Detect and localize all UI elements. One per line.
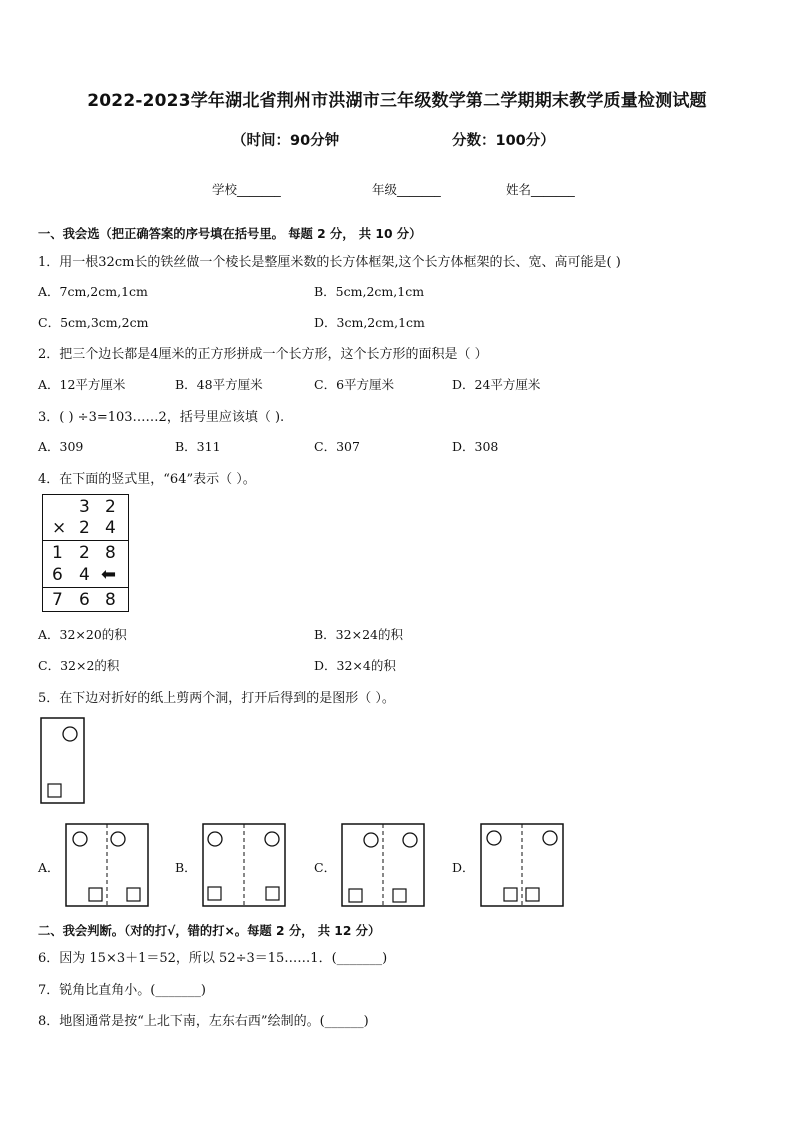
q4-option-a: A．32×20的积 [38, 627, 127, 642]
left-arrow-icon: ⬅ [101, 564, 117, 585]
multiply-sign: × [52, 518, 67, 538]
calc-digit: 8 [105, 590, 116, 610]
q3-option-d: D．308 [452, 439, 499, 454]
vertical-calculation [42, 494, 129, 612]
q5-option-c: C． [314, 860, 337, 875]
calc-digit: 4 [105, 518, 116, 538]
question-7: 7．锐角比直角小。(_______) [38, 983, 206, 998]
q2-option-d: D．24平方厘米 [452, 377, 541, 392]
calc-digit: 2 [79, 543, 90, 563]
section-1-title: 一、我会选（把正确答案的序号填在括号里。 每题 2 分， 共 10 分） [38, 227, 422, 241]
q3-option-b: B．311 [175, 439, 221, 454]
calc-digit: 2 [105, 497, 116, 517]
q4-option-d: D．32×4的积 [314, 658, 396, 673]
question-5: 5．在下边对折好的纸上剪两个洞，打开后得到的是图形（ ）。 [38, 691, 395, 706]
q3-option-c: C．307 [314, 439, 360, 454]
q2-option-c: C．6平方厘米 [314, 377, 395, 392]
q4-option-c: C．32×2的积 [38, 658, 120, 673]
q5-option-d: D． [452, 860, 475, 875]
calc-digit: 4 [79, 565, 90, 585]
calc-digit: 6 [52, 565, 63, 585]
q2-option-a: A．12平方厘米 [38, 377, 126, 392]
exam-time: （时间：90分钟 [232, 133, 340, 149]
question-6: 6．因为 15×3＋1＝52，所以 52÷3＝15……1．(_______) [38, 951, 388, 966]
calc-digit: 7 [52, 590, 63, 610]
option-b-figure [202, 823, 287, 908]
calc-digit: 1 [52, 543, 63, 563]
q1-option-c: C．5cm,3cm,2cm [38, 315, 149, 330]
name-field: 姓名_______ [506, 182, 575, 197]
section-2-title: 二、我会判断。（对的打√，错的打×。每题 2 分， 共 12 分） [38, 924, 381, 938]
option-a-figure [65, 823, 150, 908]
school-field: 学校_______ [212, 182, 281, 197]
grade-field: 年级_______ [372, 182, 441, 197]
question-1: 1．用一根32cm长的铁丝做一个棱长是整厘米数的长方体框架,这个长方体框架的长、宽、高可能是( ) [38, 255, 621, 270]
question-4: 4．在下面的竖式里，“64”表示（ ）。 [38, 472, 256, 487]
folded-paper-figure [40, 717, 86, 805]
q1-option-a: A．7cm,2cm,1cm [38, 284, 148, 299]
q3-option-a: A．309 [38, 439, 84, 454]
q5-option-b: B． [175, 860, 197, 875]
page-title: 2022-2023学年湖北省荆州市洪湖市三年级数学第二学期期末教学质量检测试题 [87, 91, 707, 111]
exam-score: 分数：100分） [452, 133, 555, 149]
calc-digit: 8 [105, 543, 116, 563]
option-c-figure [341, 823, 426, 908]
question-8: 8．地图通常是按“上北下南，左东右西”绘制的。(______) [38, 1014, 369, 1029]
question-3: 3．( ) ÷3=103……2，括号里应该填（ ). [38, 410, 285, 425]
calc-digit: 2 [79, 518, 90, 538]
q2-option-b: B．48平方厘米 [175, 377, 263, 392]
q1-option-b: B．5cm,2cm,1cm [314, 284, 425, 299]
q5-option-a: A． [38, 860, 60, 875]
calc-digit: 3 [79, 497, 90, 517]
calc-digit: 6 [79, 590, 90, 610]
q1-option-d: D．3cm,2cm,1cm [314, 315, 425, 330]
option-d-figure [480, 823, 565, 908]
q4-option-b: B．32×24的积 [314, 627, 403, 642]
question-2: 2．把三个边长都是4厘米的正方形拼成一个长方形，这个长方形的面积是（ ） [38, 347, 488, 362]
